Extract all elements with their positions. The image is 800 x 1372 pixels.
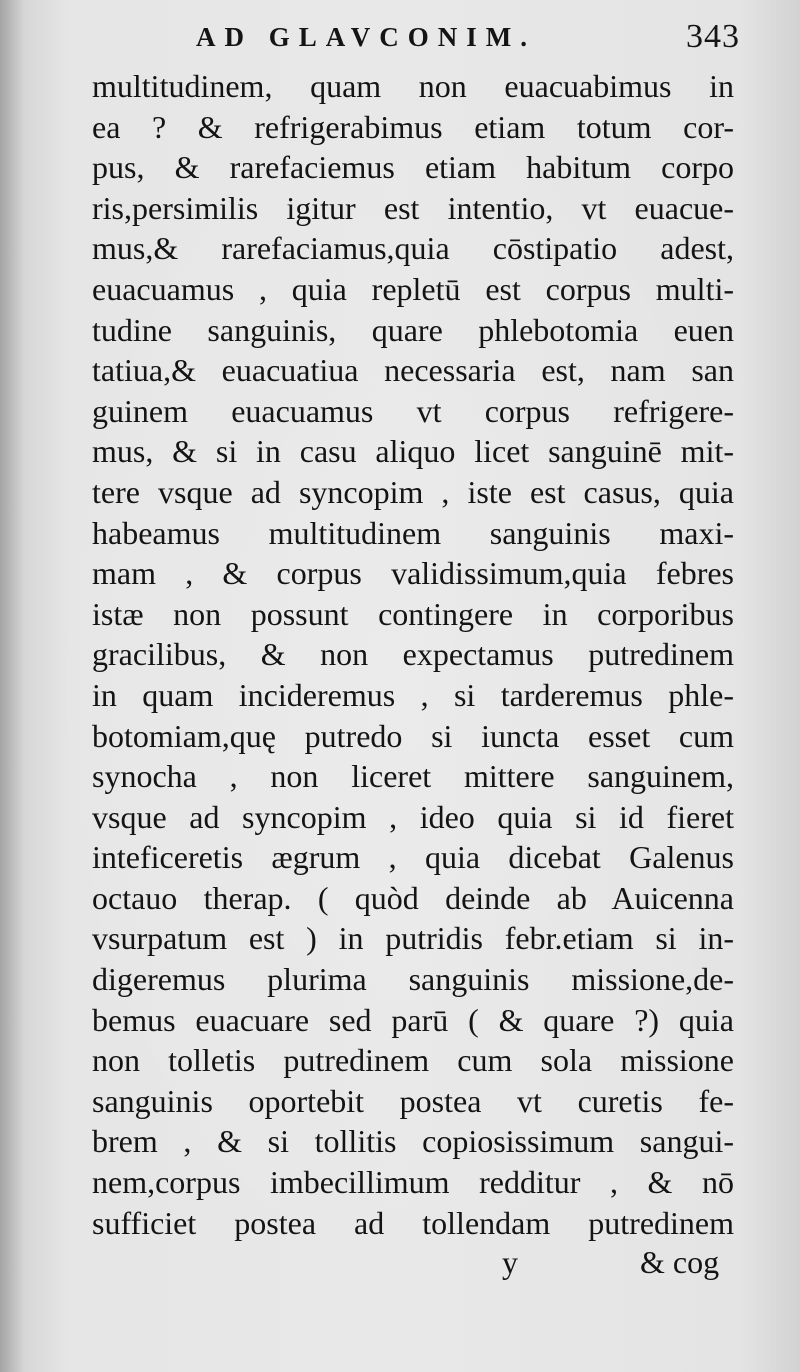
text-line-5: mus,& rarefaciamus,quia cōstipatio adest,	[92, 230, 734, 267]
body-text	[92, 66, 734, 1243]
text-line-16: in quam incideremus , si tarderemus phle-	[92, 676, 734, 713]
running-head: AD GLAVCONIM.	[196, 22, 537, 52]
text-line-1: multitudinem, quam non euacuabimus in	[92, 68, 734, 104]
text-line-27: brem , & si tollitis copiosissimum sangui-	[92, 1123, 734, 1160]
text-line-7: tudine sanguinis, quare phlebotomia euen	[92, 311, 734, 348]
text-line-21: octauo therap. ( quòd deinde ab Auicenna	[92, 879, 734, 916]
text-line-12: habeamus multitudinem sanguinis maxi-	[92, 514, 734, 551]
text-line-2: ea ? & refrigerabimus etiam totum cor-	[92, 108, 734, 145]
page-footer	[0, 1244, 800, 1294]
text-line-25: non tolletis putredinem cum sola missione	[92, 1042, 734, 1079]
catchword: & cog	[640, 1244, 720, 1280]
text-line-8: tatiua,& euacuatiua necessaria est, nam san	[92, 352, 734, 389]
page-number: 343	[686, 18, 740, 55]
text-line-22: vsurpatum est ) in putridis febr.etiam si in-	[92, 920, 734, 957]
text-line-17: botomiam,quę putredo si iuncta esset cum	[92, 717, 734, 754]
text-line-23: digeremus plurima sanguinis missione,de-	[92, 961, 734, 998]
page-header	[0, 16, 800, 66]
text-line-29: sufficiet postea ad tollendam putredinem	[92, 1204, 734, 1241]
text-line-28: nem,corpus imbecillimum redditur , & nō	[92, 1164, 734, 1201]
text-line-3: pus, & rarefaciemus etiam habitum corpo	[92, 149, 734, 186]
text-line-4: ris,persimilis igitur est intentio, vt euacue-	[92, 189, 734, 226]
text-line-6: euacuamus , quia repletū est corpus multi-	[92, 270, 734, 307]
text-line-9: guinem euacuamus vt corpus refrigere-	[92, 392, 734, 429]
text-line-10: mus, & si in casu aliquo licet sanguinē mit-	[92, 433, 734, 470]
text-line-15: gracilibus, & non expectamus putredinem	[92, 636, 734, 673]
text-line-24: bemus euacuare sed parū ( & quare ?) quia	[92, 1001, 734, 1038]
text-line-13: mam , & corpus validissimum,quia febres	[92, 555, 734, 592]
text-line-18: synocha , non liceret mittere sanguinem,	[92, 758, 734, 795]
text-line-20: inteficeretis ægrum , quia dicebat Galenus	[92, 839, 734, 876]
text-line-19: vsque ad syncopim , ideo quia si id fieret	[92, 798, 734, 835]
text-line-26: sanguinis oportebit postea vt curetis fe-	[92, 1082, 734, 1119]
gutter-shadow	[0, 0, 24, 1372]
text-line-11: tere vsque ad syncopim , iste est casus, quia	[92, 473, 734, 510]
signature-mark: y	[502, 1244, 518, 1280]
text-line-14: istæ non possunt contingere in corporibus	[92, 595, 734, 632]
